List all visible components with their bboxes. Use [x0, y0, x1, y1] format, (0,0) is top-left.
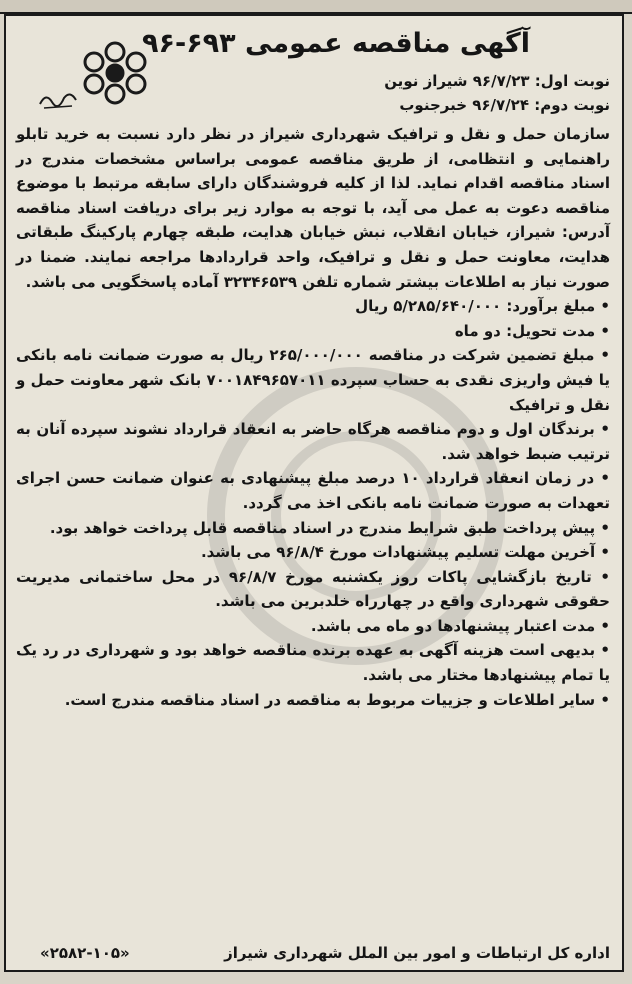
cost-item: • بدیهی است هزینه آگهی به عهده برنده مناقصه خواهد بود و شهرداری در رد یک یا تمام پیشنهادها مختار می باشد.	[16, 638, 610, 687]
opening-item: • تاریخ بازگشایی پاکات روز یکشنبه مورخ ۹۶/۸/۷ در محل ساختمانی مدیریت حقوقی شهرداری واقع در چهارراه خلدبرین می باشد.	[16, 565, 610, 614]
guarantee-item: • مبلغ تضمین شرکت در مناقصه ۲۶۵/۰۰۰/۰۰۰ ریال به صورت ضمانت نامه بانکی یا فیش واریزی نقدی به حساب سپرده ۷۰۰۱۸۴۹۶۵۷۰۱۱ بانک شهر معاونت حمل و نقل و ترافیک	[16, 343, 610, 417]
notice-header	[16, 22, 610, 122]
delivery-item: • مدت تحویل: دو ماه	[16, 319, 610, 344]
deadline-item: • آخرین مهلت تسلیم پیشنهادات مورخ ۹۶/۸/۴ می باشد.	[16, 540, 610, 565]
first-publication: نوبت اول: ۹۶/۷/۲۳ شیراز نوین	[384, 72, 610, 90]
logo-caption-icon	[38, 84, 78, 112]
prepayment-item: • پیش پرداخت طبق شرایط مندرج در اسناد مناقصه قابل پرداخت خواهد بود.	[16, 516, 610, 541]
performance-bond-item: • در زمان انعقاد قرارداد ۱۰ درصد مبلغ پیشنهادی به عنوان ضمانت حسن اجرای تعهدات به صورت ضمانت نامه بانکی اخذ می گردد.	[16, 466, 610, 515]
validity-item: • مدت اعتبار پیشنهادها دو ماه می باشد.	[16, 614, 610, 639]
top-strip	[0, 0, 632, 14]
second-publication: نوبت دوم: ۹۶/۷/۲۴ خبرجنوب	[399, 96, 610, 114]
winners-item: • برندگان اول و دوم مناقصه هرگاه حاضر به انعقاد قرارداد نشوند سپرده آنان به ترتیب ضبط خواهد شد.	[16, 417, 610, 466]
shiraz-municipality-logo-icon	[82, 40, 148, 106]
notice-frame	[4, 14, 624, 972]
estimate-item: • مبلغ برآورد: ۵/۲۸۵/۶۴۰/۰۰۰ ریال	[16, 294, 610, 319]
notice-title: آگهی مناقصه عمومی ۶۹۳-۹۶	[142, 28, 530, 59]
other-info-item: • سایر اطلاعات و جزییات مربوط به مناقصه در اسناد مناقصه مندرج است.	[16, 688, 610, 713]
notice-code: «۲۵۸۲-۱۰۵»	[40, 944, 130, 962]
intro-paragraph: سازمان حمل و نقل و ترافیک شهرداری شیراز در نظر دارد نسبت به خرید تابلو راهنمایی و انتظامی، از طریق مناقصه عمومی براساس مشخصات مندرج در اسناد مناقصه اقدام نماید. لذا از کلیه فروشندگان دارای سابقه مرتبط با موضوع مناقصه دعوت به عمل می آید، با توجه به موارد زیر برای دریافت اسناد مناقصه آدرس: شیراز، خیابان انقلاب، نبش خیابان هدایت، طبقه چهارم پارکینگ طبقاتی هدایت، معاونت حمل و نقل و ترافیک، واحد قراردادها مراجعه نمایند. ضمنا در صورت نیاز به اطلاعات بیشتر شماره تلفن ۳۲۳۴۶۵۳۹ آماده پاسخگویی می باشد.	[16, 125, 610, 291]
notice-content	[16, 22, 610, 712]
issuing-office: اداره کل ارتباطات و امور بین الملل شهرداری شیراز	[224, 944, 610, 962]
notice-footer	[16, 944, 610, 962]
